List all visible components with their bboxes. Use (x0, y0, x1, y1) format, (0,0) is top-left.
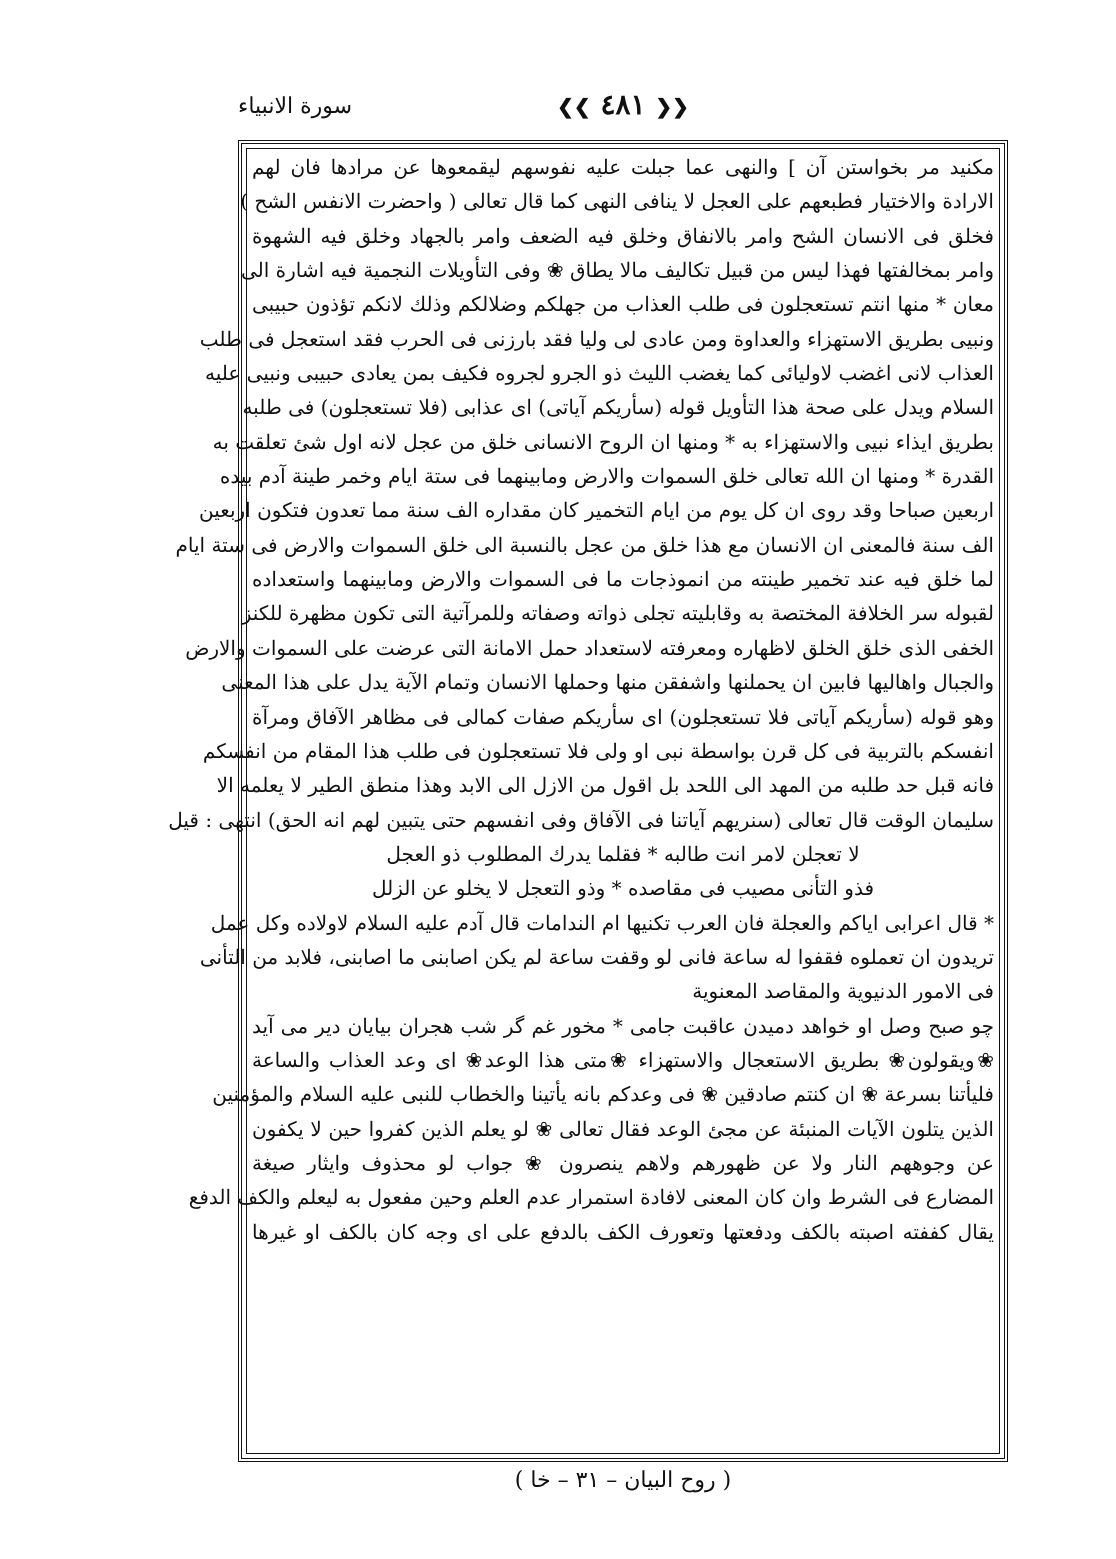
footer-signature: ( روح البيان – ٣١ – خا ) (514, 1468, 732, 1493)
text-line: معان * منها انتم تستعجلون فى طلب العذاب من جهلكم وضلالكم وذلك لانكم تؤذون حبيبى (252, 292, 994, 317)
text-line: ونبيى بطريق الاستهزاء والعداوة ومن عادى لى وليا فقد بارزنى فى الحرب فقد استعجل فى طلب (199, 326, 994, 351)
text-line: فانه قبل حد طلبه من المهد الى اللحد بل اقول من الازل الى الابد وهذا منطق الطير لا يعلمه الا (216, 773, 994, 798)
page-header (238, 88, 1008, 140)
text-line: انفسكم بالتربية فى كل قرن بواسطة نبى او ولى فلا تستعجلون فى طلب هذا المقام من انفسكم (202, 738, 994, 763)
poem-verse: لا تعجلن لامر انت طالبه * فقلما يدرك المطلوب ذو العجل (386, 841, 860, 866)
text-line: فليأتنا بسرعة ❀ ان كنتم صادقين ❀ فى وعدكم بانه يأتينا والخطاب للنبى عليه السلام والمؤمنين (212, 1082, 994, 1107)
text-line: تريدون ان تعملوه فقفوا له ساعة فانى لو وقفت ساعة لم يكن اصابنى ما اصابنى، فلابد من التأنى (199, 944, 994, 969)
text-line: اربعين صباحا وقد روى ان كل يوم من ايام التخمير كان مقداره الف سنة مما تعدون فتكون اربعين (199, 498, 994, 523)
text-line: وهو قوله (سأريكم آياتى فلا تستعجلون) اى سأريكم صفات كمالى فى مظاهر الآفاق ومرآة (252, 704, 994, 729)
page-number-value: ٤٨١ (600, 88, 646, 121)
page-number (538, 88, 708, 121)
text-line: الذين يتلون الآيات المنبئة عن مجئ الوعد فقال تعالى ❀ لو يعلم الذين كفروا حين لا يكفون (252, 1116, 994, 1141)
poem-verse: فذو التأنى مصيب فى مقاصده * وذو التعجل لا يخلو عن الزلل (371, 876, 875, 901)
text-line: * قال اعرابى اياكم والعجلة فان العرب تكنيها ام الندامات قال آدم عليه السلام لاولاده وكل عمل (210, 910, 994, 935)
body-text (168, 150, 994, 1455)
text-line: والجبال واهاليها فابين ان يحملنها واشفقن منها وحملها الانسان وتمام الآية يدل على هذا المعنى (221, 670, 994, 695)
text-line: فخلق فى الانسان الشح وامر بالانفاق وخلق فيه الضعف وامر بالجهاد وخلق فيه الشهوة (252, 223, 994, 248)
surah-title: سورة الانبياء (238, 94, 353, 119)
text-line: بطريق ايذاء نبيى والاستهزاء به * ومنها ان الروح الانسانى خلق من عجل لانه اول شئ تعلقت به (212, 429, 994, 454)
text-line: وامر بمخالفتها فهذا ليس من قبيل تكاليف مالا يطاق ❀ وفى التأويلات النجمية فيه اشارة الى (240, 258, 994, 283)
ornament-left-icon: ❮❮ (557, 94, 591, 119)
text-line: السلام ويدل على صحة هذا التأويل قوله (سأريكم آياتى) اى عذابى (فلا تستعجلون) فى طلبه (242, 395, 994, 420)
text-line: لقبوله سر الخلافة المختصة به وقابليته تجلى ذواته وصفاته وللمرآتية التى تكون مظهرة للكنز (241, 601, 994, 626)
text-line: القدرة * ومنها ان الله تعالى خلق السموات والارض ومابينهما فى ستة ايام وخمر طينة آدم بيده (219, 464, 994, 489)
text-line: فى الامور الدنيوية والمقاصد المعنوية (692, 979, 994, 1004)
text-line: الخفى الذى خلق الخلق لاظهاره ومعرفته لاستعداد حمل الامانة التى عرضت على السموات والارض (185, 635, 994, 660)
text-line: العذاب لانى اغضب لاوليائى كما يغضب الليث ذو الجرو لجروه فكيف بمن يعادى حبيبى ونبيى عليه (204, 361, 994, 386)
text-line: مكنيد مر بخواستن آن ] والنهى عما جبلت عليه نفوسهم ليقمعوها عن مرادها فان لهم (252, 155, 994, 179)
text-line: يقال كففته اصبته بالكف ودفعتها وتعورف الكف بالدفع على اى وجه كان بالكف او غيرها (252, 1219, 994, 1244)
text-line: ❀ويقولون❀ بطريق الاستعجال والاستهزاء ❀متى هذا الوعد❀ اى وعد العذاب والساعة (252, 1047, 994, 1072)
text-line: المضارع فى الشرط وان كان المعنى لافادة استمرار عدم العلم وحين مفعول به ليعلم والكف الدفع (188, 1185, 994, 1210)
text-line: لما خلق فيه عند تخمير طينته من انموذجات ما فى السموات والارض ومابينهما واستعداده (252, 567, 994, 592)
persian-verse: چو صبح وصل او خواهد دميدن عاقبت جامى * مخور غم گر شب هجران بيايان دير مى آيد (252, 1013, 994, 1038)
ornament-right-icon: ❯❯ (655, 94, 689, 119)
text-line: عن وجوههم النار ولا عن ظهورهم ولاهم ينصرون ❀ جواب لو محذوف وايثار صيغة (252, 1150, 994, 1175)
text-line: سليمان الوقت قال تعالى (سنريهم آياتنا فى الآفاق وفى انفسهم حتى يتبين لهم انه الحق) انتهى : قيل (168, 807, 994, 832)
text-line: الف سنة فالمعنى ان الانسان مع هذا خلق من عجل بالنسبة الى خلق السموات والارض فى ستة ايام (175, 532, 994, 557)
text-line: الارادة والاختيار فطبعهم على العجل لا ينافى النهى كما قال تعالى ( واحضرت الانفس الشح ) (240, 189, 994, 214)
